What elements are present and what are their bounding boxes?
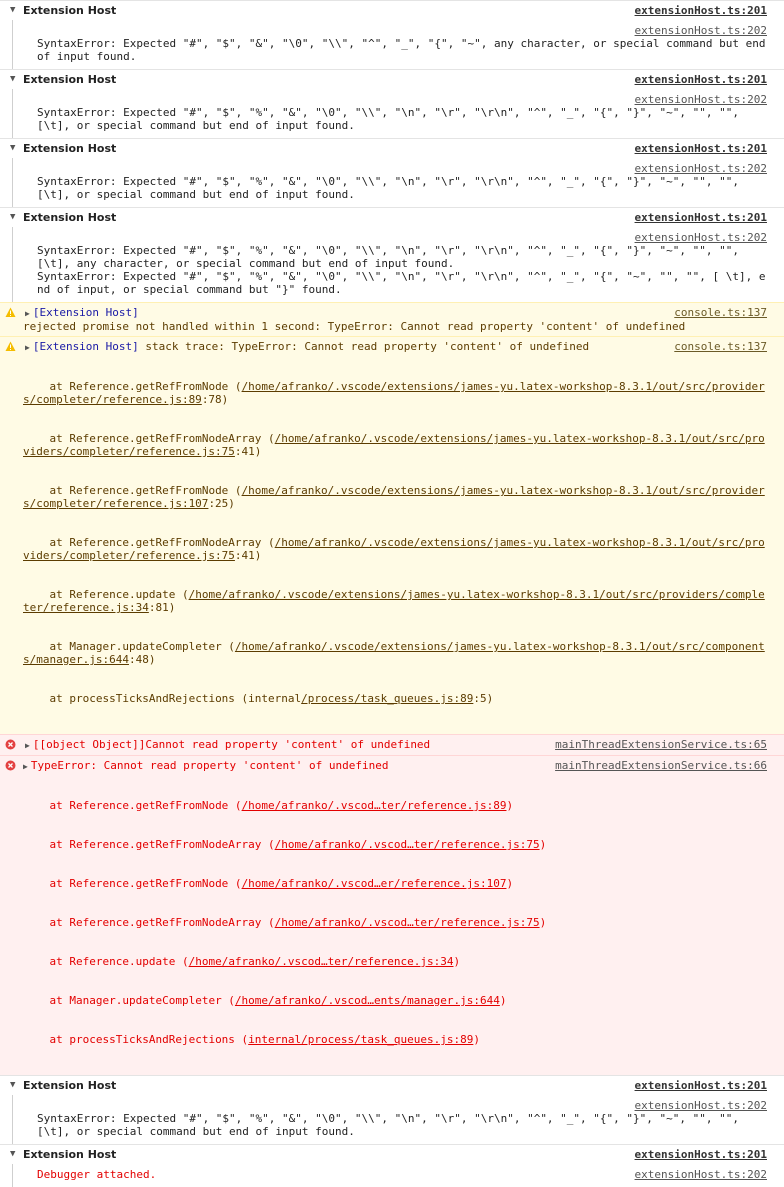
stack-frame-link[interactable]: /home/afranko/.vscod…ter/reference.js:34 xyxy=(188,955,454,968)
stack-frame-link[interactable]: /home/afranko/.vscod…ter/reference.js:75 xyxy=(274,916,540,929)
group-title: Extension Host xyxy=(23,4,117,17)
stack-frame: at Reference.getRefFromNodeArray (/home/afranko/.vscode/extensions/james-yu.latex-workshop-8.3.1/out/src/providers/completer/reference.js:75:41) xyxy=(23,432,765,458)
group-body xyxy=(12,227,784,302)
stack-frame: at Reference.getRefFromNodeArray (/home/afranko/.vscode/extensions/james-yu.latex-workshop-8.3.1/out/src/providers/completer/reference.js:75:41) xyxy=(23,536,765,562)
console-group xyxy=(0,1075,784,1144)
group-header[interactable] xyxy=(0,139,784,158)
log-message: SyntaxError: Expected "#", "$", "%", "&", "\0", "\\", "\n", "\r", "\r\n", "^", "_", "{", "~", "", "", [ \t], end of input, or special command but "}" found. xyxy=(37,270,766,296)
stack-frame: at Reference.getRefFromNodeArray (/home/afranko/.vscod…ter/reference.js:75) xyxy=(23,838,547,851)
stack-frame-link[interactable]: internal/process/task_queues.js:89 xyxy=(248,1033,474,1046)
log-message: SyntaxError: Expected "#", "$", "%", "&", "\0", "\\", "\n", "\r", "\r\n", "^", "_", "{", "}", "~", "", "", [\t], or special command but end of input found. xyxy=(37,175,746,201)
warning-icon xyxy=(5,307,16,318)
source-link[interactable]: extensionHost.ts:201 xyxy=(634,4,767,17)
group-body xyxy=(12,158,784,207)
stack-trace xyxy=(23,773,767,1072)
group-header[interactable] xyxy=(0,1,784,20)
stack-frame-link[interactable]: /home/afranko/.vscode/extensions/james-yu.latex-workshop-8.3.1/out/src/providers/completer/reference.js:107 xyxy=(23,484,765,510)
error-entry xyxy=(0,755,784,1075)
triangle-down-icon[interactable]: ▼ xyxy=(10,143,16,153)
log-message: rejected promise not handled within 1 second: TypeError: Cannot read property 'content' of undefined xyxy=(23,320,686,333)
stack-frame: at Reference.update (/home/afranko/.vscode/extensions/james-yu.latex-workshop-8.3.1/out/src/providers/completer/reference.js:34:81) xyxy=(23,588,765,614)
group-body xyxy=(12,20,784,69)
triangle-down-icon[interactable]: ▼ xyxy=(10,74,16,84)
source-link[interactable]: console.ts:137 xyxy=(674,306,767,319)
triangle-down-icon[interactable]: ▼ xyxy=(10,1080,16,1090)
console-group xyxy=(0,138,784,207)
log-tag: [Extension Host] xyxy=(32,340,139,353)
log-message: stack trace: TypeError: Cannot read property 'content' of undefined xyxy=(138,340,590,353)
stack-frame-link[interactable]: /process/task_queues.js:89 xyxy=(301,692,474,705)
group-header[interactable] xyxy=(0,1145,784,1164)
log-message: TypeError: Cannot read property 'content' of undefined xyxy=(30,759,389,772)
log-message: Debugger attached. xyxy=(37,1168,157,1181)
source-link[interactable]: extensionHost.ts:202 xyxy=(634,231,767,244)
stack-frame: at processTicksAndRejections (internal/process/task_queues.js:89:5) xyxy=(23,692,494,705)
stack-frame-link[interactable]: /home/afranko/.vscode/extensions/james-yu.latex-workshop-8.3.1/out/src/components/manager.js:644 xyxy=(23,640,765,666)
error-icon xyxy=(5,739,16,750)
stack-frame: at Reference.getRefFromNode (/home/afranko/.vscode/extensions/james-yu.latex-workshop-8.3.1/out/src/providers/completer/reference.js:89:78) xyxy=(23,380,765,406)
group-title: Extension Host xyxy=(23,211,117,224)
stack-frame: at Manager.updateCompleter (/home/afranko/.vscod…ents/manager.js:644) xyxy=(23,994,507,1007)
stack-frame: at Reference.getRefFromNodeArray (/home/afranko/.vscod…ter/reference.js:75) xyxy=(23,916,547,929)
stack-frame: at Reference.getRefFromNode (/home/afranko/.vscode/extensions/james-yu.latex-workshop-8.3.1/out/src/providers/completer/reference.js:107:25) xyxy=(23,484,765,510)
group-title: Extension Host xyxy=(23,1079,117,1092)
source-link[interactable]: extensionHost.ts:202 xyxy=(634,1099,767,1112)
warning-entry xyxy=(0,302,784,336)
source-link[interactable]: console.ts:137 xyxy=(674,340,767,353)
stack-frame: at processTicksAndRejections (internal/process/task_queues.js:89) xyxy=(23,1033,480,1046)
group-header[interactable] xyxy=(0,208,784,227)
triangle-down-icon[interactable]: ▼ xyxy=(10,212,16,222)
console-group xyxy=(0,207,784,302)
source-link[interactable]: mainThreadExtensionService.ts:65 xyxy=(555,738,767,751)
console-group xyxy=(0,0,784,69)
source-link[interactable]: extensionHost.ts:201 xyxy=(634,1079,767,1092)
group-title: Extension Host xyxy=(23,142,117,155)
source-link[interactable]: extensionHost.ts:201 xyxy=(634,73,767,86)
log-message: SyntaxError: Expected "#", "$", "&", "\0", "\\", "^", "_", "{", "~", any character, or special command but end of input found. xyxy=(37,37,773,63)
triangle-right-icon[interactable]: ▶ xyxy=(25,741,30,750)
log-message: [[object Object]]Cannot read property 'content' of undefined xyxy=(32,738,431,751)
stack-frame-link[interactable]: /home/afranko/.vscode/extensions/james-yu.latex-workshop-8.3.1/out/src/providers/completer/reference.js:75 xyxy=(23,432,765,458)
console-group xyxy=(0,69,784,138)
triangle-down-icon[interactable]: ▼ xyxy=(10,1149,16,1159)
group-title: Extension Host xyxy=(23,73,117,86)
group-title: Extension Host xyxy=(23,1148,117,1161)
stack-frame: at Reference.getRefFromNode (/home/afranko/.vscod…er/reference.js:107) xyxy=(23,877,514,890)
stack-frame-link[interactable]: /home/afranko/.vscod…ents/manager.js:644 xyxy=(234,994,500,1007)
stack-frame-link[interactable]: /home/afranko/.vscode/extensions/james-yu.latex-workshop-8.3.1/out/src/providers/completer/reference.js:89 xyxy=(23,380,765,406)
warning-entry xyxy=(0,336,784,734)
stack-trace xyxy=(23,354,767,731)
group-body xyxy=(12,1164,784,1187)
group-body xyxy=(12,1095,784,1144)
group-header[interactable] xyxy=(0,70,784,89)
log-tag: [Extension Host] xyxy=(32,306,139,319)
triangle-right-icon[interactable]: ▶ xyxy=(25,309,30,318)
error-entry xyxy=(0,734,784,755)
stack-frame-link[interactable]: /home/afranko/.vscod…er/reference.js:107 xyxy=(241,877,507,890)
source-link[interactable]: extensionHost.ts:202 xyxy=(634,24,767,37)
source-link[interactable]: extensionHost.ts:202 xyxy=(634,162,767,175)
stack-frame-link[interactable]: /home/afranko/.vscod…ter/reference.js:89 xyxy=(241,799,507,812)
source-link[interactable]: extensionHost.ts:202 xyxy=(634,93,767,106)
triangle-right-icon[interactable]: ▶ xyxy=(25,343,30,352)
log-message: SyntaxError: Expected "#", "$", "%", "&", "\0", "\\", "\n", "\r", "\r\n", "^", "_", "{", "}", "~", "", "", [\t], or special command but end of input found. xyxy=(37,106,746,132)
log-message: SyntaxError: Expected "#", "$", "%", "&", "\0", "\\", "\n", "\r", "\r\n", "^", "_", "{", "}", "~", "", "", [\t], or special command but end of input found. xyxy=(37,1112,746,1138)
stack-frame: at Reference.update (/home/afranko/.vscod…ter/reference.js:34) xyxy=(23,955,461,968)
source-link[interactable]: extensionHost.ts:201 xyxy=(634,1148,767,1161)
log-message: SyntaxError: Expected "#", "$", "%", "&", "\0", "\\", "\n", "\r", "\r\n", "^", "_", "{", "}", "~", "", "", [\t], any character, or special command but end of input found. xyxy=(37,244,746,270)
source-link[interactable]: extensionHost.ts:201 xyxy=(634,211,767,224)
console-group xyxy=(0,1144,784,1187)
source-link[interactable]: mainThreadExtensionService.ts:66 xyxy=(555,759,767,772)
stack-frame-link[interactable]: /home/afranko/.vscode/extensions/james-yu.latex-workshop-8.3.1/out/src/providers/completer/reference.js:34 xyxy=(23,588,765,614)
stack-frame-link[interactable]: /home/afranko/.vscod…ter/reference.js:75 xyxy=(274,838,540,851)
error-icon xyxy=(5,760,16,771)
stack-frame: at Manager.updateCompleter (/home/afranko/.vscode/extensions/james-yu.latex-workshop-8.3.1/out/src/components/manager.js:644:48) xyxy=(23,640,765,666)
source-link[interactable]: extensionHost.ts:201 xyxy=(634,142,767,155)
stack-frame: at Reference.getRefFromNode (/home/afranko/.vscod…ter/reference.js:89) xyxy=(23,799,514,812)
group-header[interactable] xyxy=(0,1076,784,1095)
triangle-down-icon[interactable]: ▼ xyxy=(10,5,16,15)
source-link[interactable]: extensionHost.ts:202 xyxy=(634,1168,767,1181)
warning-icon xyxy=(5,341,16,352)
group-body xyxy=(12,89,784,138)
stack-frame-link[interactable]: /home/afranko/.vscode/extensions/james-yu.latex-workshop-8.3.1/out/src/providers/completer/reference.js:75 xyxy=(23,536,765,562)
triangle-right-icon[interactable]: ▶ xyxy=(23,762,28,771)
